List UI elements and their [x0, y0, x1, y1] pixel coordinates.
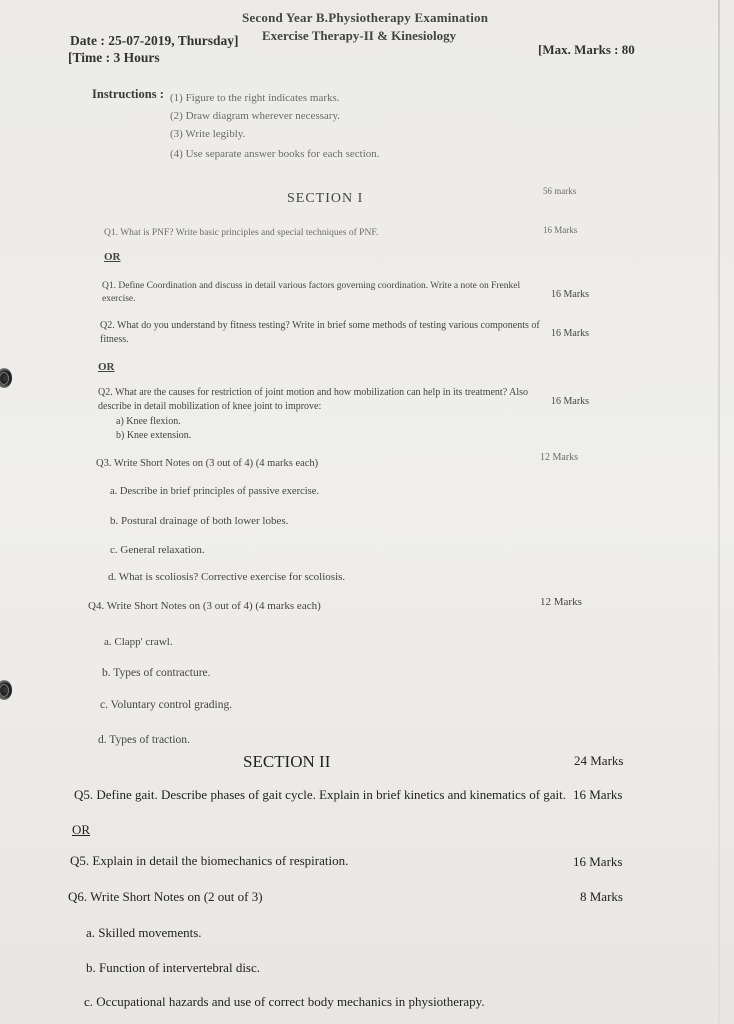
section-1-marks: 56 marks: [543, 186, 577, 196]
question-5a-marks: 16 Marks: [573, 787, 623, 802]
short-note-item: b. Postural drainage of both lower lobes.: [110, 515, 289, 527]
sub-item: b) Knee extension.: [116, 430, 192, 441]
exam-time: [Time : 3 Hours: [68, 50, 160, 65]
instruction-item: (3) Write legibly.: [170, 128, 246, 140]
instructions-label: Instructions :: [92, 87, 164, 101]
question-2a-marks: 16 Marks: [551, 328, 590, 339]
question-2a-line2: fitness.: [100, 334, 129, 345]
subject-title: Exercise Therapy-II & Kinesiology: [262, 28, 457, 43]
question-5b-marks: 16 Marks: [573, 854, 623, 869]
punch-hole-top: [0, 368, 12, 388]
short-note-item: b. Types of contracture.: [102, 667, 211, 679]
instruction-item: (2) Draw diagram wherever necessary.: [170, 110, 341, 122]
short-note-item: c. General relaxation.: [110, 544, 205, 556]
question-1b-line1: Q1. Define Coordination and discuss in detail various factors governing coordination. Write a note on Frenkel: [102, 281, 521, 291]
question-4-marks: 12 Marks: [540, 596, 582, 608]
punch-hole-bottom: [0, 680, 12, 700]
question-5a: Q5. Define gait. Describe phases of gait cycle. Explain in brief kinetics and kinematics of gait.: [74, 787, 567, 802]
or-divider: OR: [98, 361, 115, 373]
section-1-title: SECTION I: [287, 191, 364, 206]
section-2-title: SECTION II: [243, 752, 331, 771]
question-2b-marks: 16 Marks: [551, 396, 590, 407]
short-note-item: d. What is scoliosis? Corrective exercise for scoliosis.: [108, 571, 346, 583]
exam-title: Second Year B.Physiotherapy Examination: [242, 10, 489, 25]
short-note-item: c. Voluntary control grading.: [100, 699, 233, 711]
or-divider: OR: [72, 822, 91, 837]
short-note-item: b. Function of intervertebral disc.: [86, 960, 261, 975]
short-note-item: c. Occupational hazards and use of correct body mechanics in physiotherapy.: [84, 994, 485, 1009]
question-1a-marks: 16 Marks: [543, 225, 578, 235]
short-note-item: a. Skilled movements.: [86, 925, 202, 940]
question-2b-line2: describe in detail mobilization of knee joint to improve:: [98, 401, 322, 412]
question-1a: Q1. What is PNF? Write basic principles and special techniques of PNF.: [104, 228, 379, 238]
short-note-item: d. Types of traction.: [98, 734, 190, 746]
sub-item: a) Knee flexion.: [116, 416, 181, 427]
page-fold-shadow: [718, 0, 720, 1024]
short-note-item: a. Describe in brief principles of passive exercise.: [110, 486, 320, 497]
question-2a-line1: Q2. What do you understand by fitness testing? Write in brief some methods of testing various components of: [100, 320, 540, 331]
max-marks: [Max. Marks : 80: [538, 42, 635, 57]
question-1b-marks: 16 Marks: [551, 289, 590, 300]
section-2-marks: 24 Marks: [574, 753, 624, 768]
question-5b: Q5. Explain in detail the biomechanics of respiration.: [70, 853, 349, 868]
question-3-marks: 12 Marks: [540, 452, 579, 463]
question-6: Q6. Write Short Notes on (2 out of 3): [68, 889, 263, 904]
short-note-item: a. Clapp' crawl.: [104, 636, 173, 648]
question-4: Q4. Write Short Notes on (3 out of 4) (4 marks each): [88, 600, 321, 612]
exam-date: Date : 25-07-2019, Thursday]: [70, 33, 239, 48]
instruction-item: (1) Figure to the right indicates marks.: [170, 92, 340, 104]
instruction-item: (4) Use separate answer books for each section.: [170, 148, 380, 160]
question-1b-line2: exercise.: [102, 294, 136, 304]
question-2b-line1: Q2. What are the causes for restriction of joint motion and how mobilization can help in its treatment? Also: [98, 387, 528, 398]
question-6-marks: 8 Marks: [580, 889, 623, 904]
question-3: Q3. Write Short Notes on (3 out of 4) (4 marks each): [96, 458, 319, 469]
or-divider: OR: [104, 251, 121, 263]
